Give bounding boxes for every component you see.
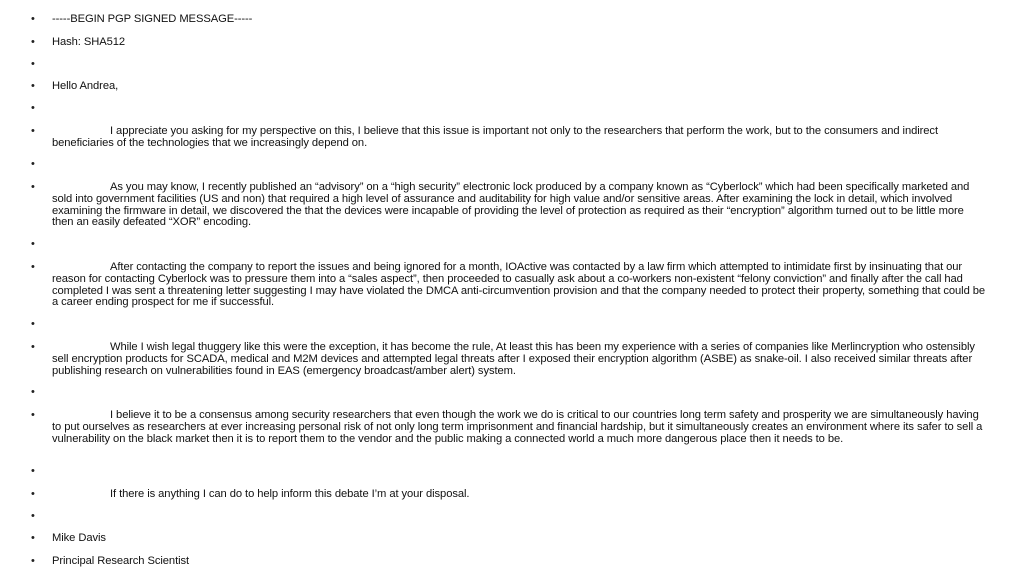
greeting-text: Hello Andrea, bbox=[52, 80, 119, 92]
signature-name-line bbox=[52, 533, 106, 545]
paragraph-perspective bbox=[52, 126, 986, 150]
paragraph-text: As you may know, I recently published an “advisory” on a “high security” electronic lock produced by a company known as “Cyberlock” which had been specifically marketed and sold into government facilities (US and non) that required a high level of assurance and auditability for high value and/or sensitive areas. After examining the lock in detail, which involved examining the firmware in detail, we discovered the that the devices were incapable of providing the level of protection as required as their “encryption” algorithm turned out to be little more then an easily defeated “XOR” encoding. bbox=[52, 181, 970, 229]
paragraph-consensus bbox=[52, 410, 986, 445]
pgp-begin-text: -----BEGIN PGP SIGNED MESSAGE----- bbox=[52, 13, 253, 25]
signature-name-text: Mike Davis bbox=[52, 532, 106, 544]
paragraph-text: I appreciate you asking for my perspective on this, I believe that this issue is important not only to the researchers that perform the work, but to the consumers and indirect beneficiaries of the technologies that we increasingly depend on. bbox=[52, 125, 938, 149]
pgp-begin-line bbox=[52, 14, 252, 26]
paragraph-text: If there is anything I can do to help inform this debate I’m at your disposal. bbox=[110, 488, 470, 500]
paragraph-text: I believe it to be a consensus among security researchers that even though the work we do is critical to our countries long term safety and prosperity we are simultaneously having to put ourselves as researchers at ever increasing personal risk of not only long term imprisonment and financial hardship, but it simultaneously creates an environment where its safer to sell a vulnerability on the black market then it is to report them to the vendor and the public making a connected world a much more dangerous place then it needs to be. bbox=[52, 409, 983, 445]
hash-text: Hash: SHA512 bbox=[52, 36, 126, 48]
paragraph-advisory bbox=[52, 182, 986, 229]
greeting-line bbox=[52, 81, 118, 93]
signature-title-line bbox=[52, 556, 189, 568]
signature-title-text: Principal Research Scientist bbox=[52, 555, 190, 567]
paragraph-legal-thuggery bbox=[52, 342, 986, 377]
paragraph-contacting-company bbox=[52, 262, 986, 309]
paragraph-text: After contacting the company to report the issues and being ignored for a month, IOActive was contacted by a law firm which attempted to intimidate first by insinuating that our reason for contacting Cyberlock was to pressure them into a “sales aspect”, then proceeded to casually ask about a co-workers non-existent “felony conviction” and finally after the call had completed I was sent a threatening letter suggesting I may have violated the DMCA anti-circumvention provision and that the company needed to protect their property, something that could be a career ending prospect for me if successful. bbox=[52, 261, 986, 309]
paragraph-text: While I wish legal thuggery like this were the exception, it has become the rule, At least this has been my experience with a series of companies like Merlincryption who ostensibly sell encryption products for SCADA, medical and M2M devices and attempted legal threats after I exposed their encryption algorithm (ASBE) as snake-oil. I also received similar threats after publishing research on vulnerabilities found in EAS (emergency broadcast/amber alert) system. bbox=[52, 341, 975, 377]
hash-line bbox=[52, 37, 125, 49]
paragraph-disposal bbox=[52, 489, 986, 501]
